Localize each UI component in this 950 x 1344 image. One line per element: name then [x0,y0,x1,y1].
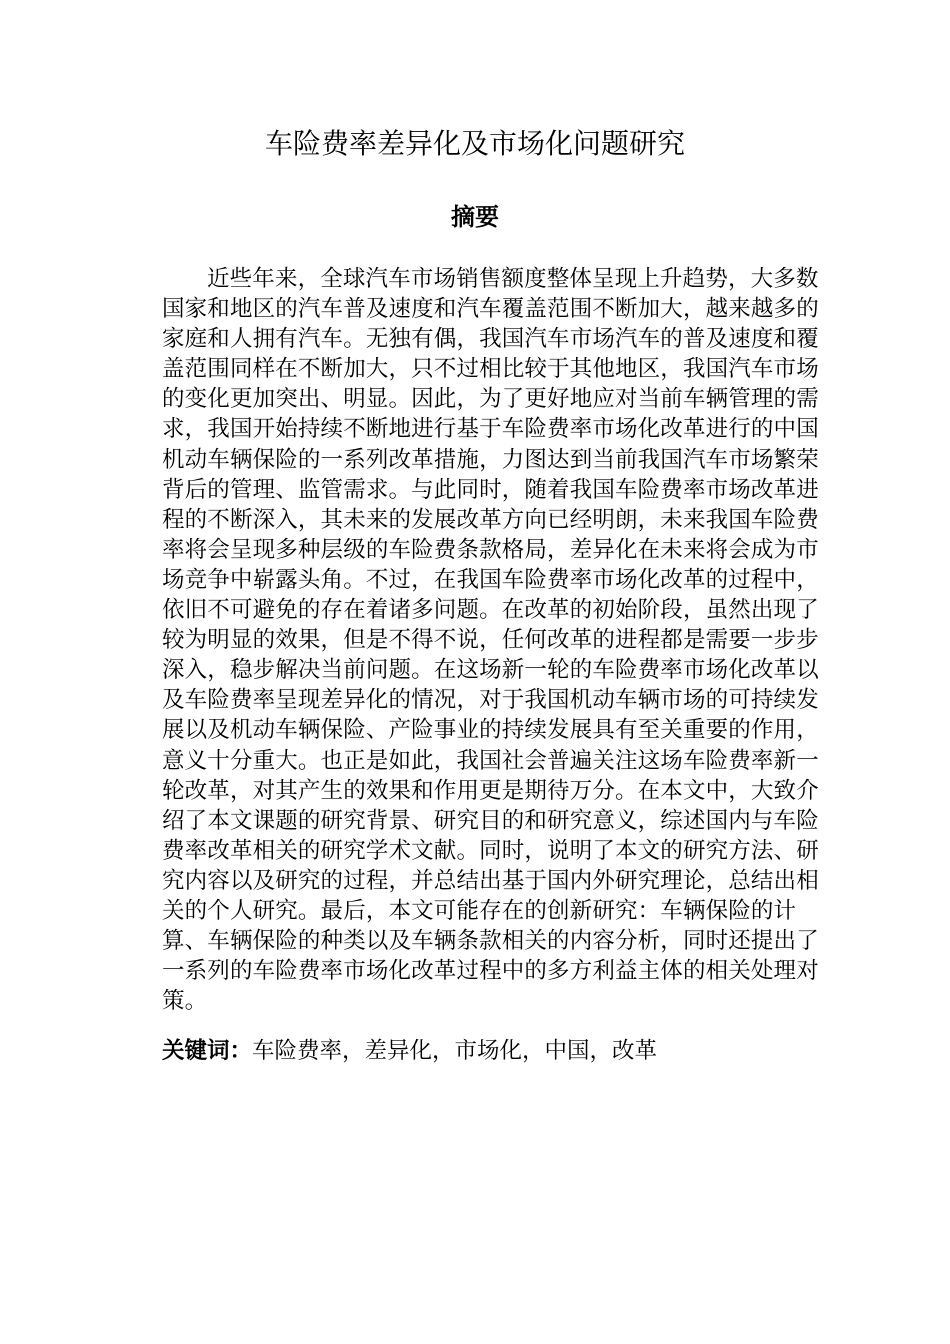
abstract-body: 近些年来，全球汽车市场销售额度整体呈现上升趋势，大多数国家和地区的汽车普及速度和汽车覆盖范围不断加大，越来越多的家庭和人拥有汽车。无独有偶，我国汽车市场汽车的普及速度和覆盖范围同样在不断加大，只不过相比较于其他地区，我国汽车市场的变化更加突出、明显。因此，为了更好地应对当前车辆管理的需求，我国开始持续不断地进行基于车险费率市场化改革进行的中国机动车辆保险的一系列改革措施，力图达到当前我国汽车市场繁荣背后的管理、监管需求。与此同时，随着我国车险费率市场改革进程的不断深入，其未来的发展改革方向已经明朗，未来我国车险费率将会呈现多种层级的车险费条款格局，差异化在未来将会成为市场竞争中崭露头角。不过，在我国车险费率市场化改革的过程中，依旧不可避免的存在着诸多问题。在改革的初始阶段，虽然出现了较为明显的效果，但是不得不说，任何改革的进程都是需要一步步深入，稳步解决当前问题。在这场新一轮的车险费率市场化改革以及车险费率呈现差异化的情况，对于我国机动车辆市场的可持续发展以及机动车辆保险、产险事业的持续发展具有至关重要的作用，意义十分重大。也正是如此，我国社会普遍关注这场车险费率新一轮改革，对其产生的效果和作用更是期待万分。在本文中，大致介绍了本文课题的研究背景、研究目的和研究意义，综述国内与车险费率改革相关的研究学术文献。同时，说明了本文的研究方法、研究内容以及研究的过程，并总结出基于国内外研究理论，总结出相关的个人研究。最后，本文可能存在的创新研究：车辆保险的计算、车辆保险的种类以及车辆条款相关的内容分析，同时还提出了一系列的车险费率市场化改革过程中的多方利益主体的相关处理对策。 [162,266,819,1015]
document-title: 车险费率差异化及市场化问题研究 [264,127,685,160]
keywords-label: 关键词： [162,1038,253,1064]
keywords-text: 车险费率，差异化，市场化，中国，改革 [252,1038,658,1064]
keywords-line [162,1036,838,1066]
abstract-heading: 摘要 [451,203,499,231]
